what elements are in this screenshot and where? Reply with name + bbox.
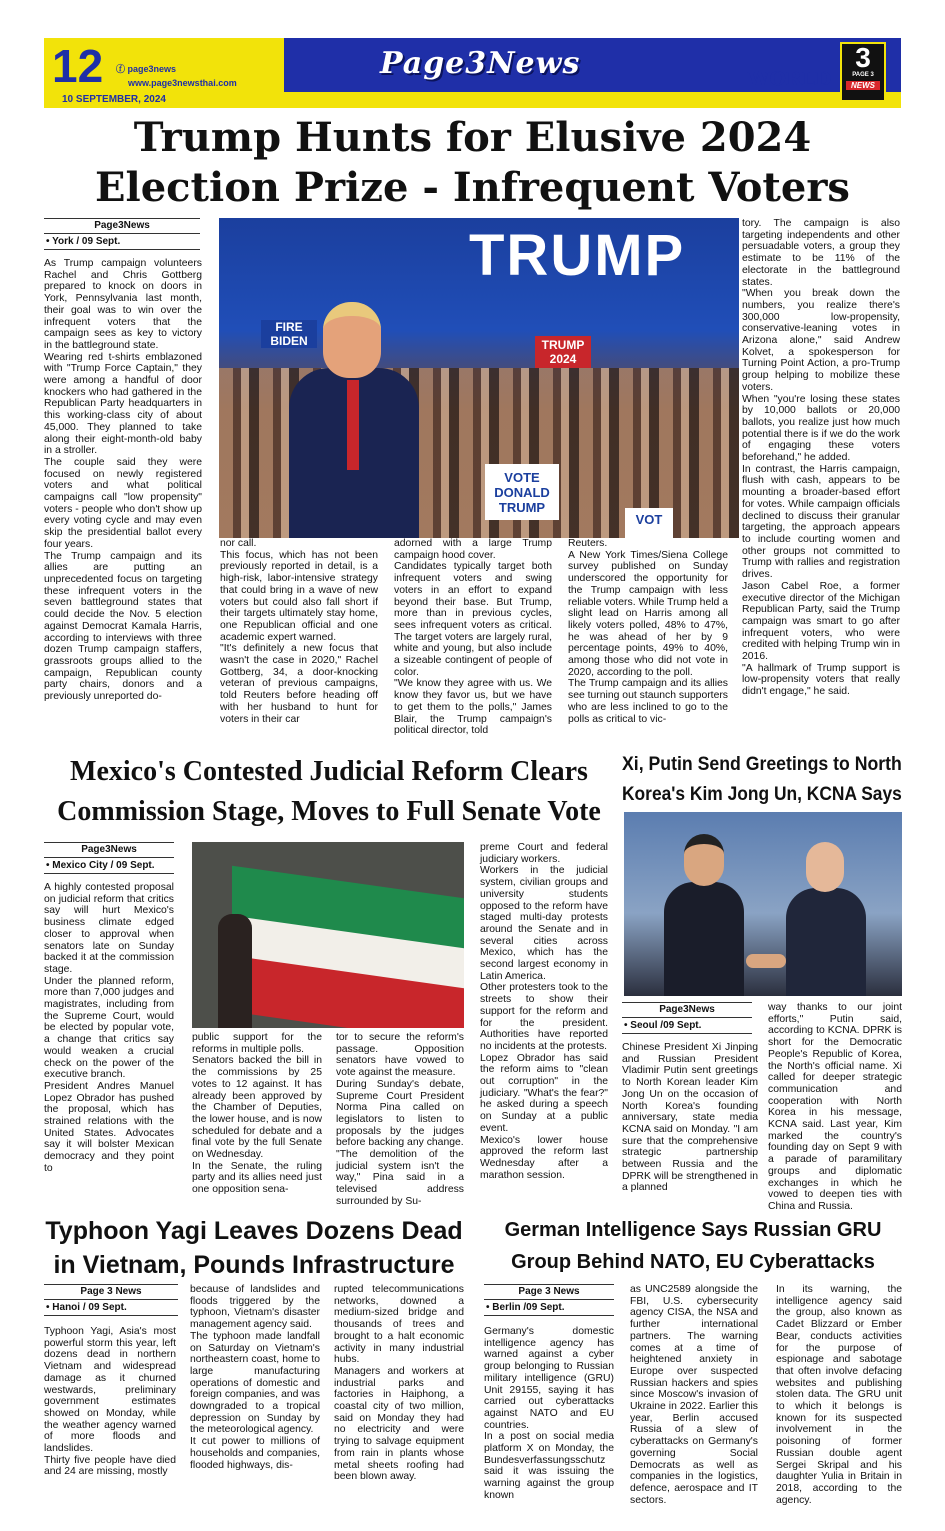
article3-headline [622,750,902,810]
article1-col4: Reuters. A New York Times/Siena College survey published on Sunday underscored the opportunity for the Trump campaign with less reliable voters. While Trump held a slight lead on Harris among all likely voters polled, 48% to 47%, he was ahead of her by 9 percentage points, 49% to 40%, among those who did not vote in 2020, according to the poll. The Trump campaign and its allies see turning out staunch supporters who are less inclined to go to the polls as critical to vic- [568,538,728,725]
article1-photo [219,218,739,538]
article4-location: • Hanoi / 09 Sept. [44,1299,178,1316]
article4-headline [44,1214,464,1282]
masthead-yellow-band [44,92,901,108]
article2-photo [192,842,464,1028]
photo-sign-2024: TRUMP 2024 [535,336,591,368]
article3-col2: way thanks to our joint efforts," Putin said, according to KCNA. DPRK is short for the Democratic People's Republic of Korea, the North's official name. Xi called for deeper strategic communication and cooperation with North Korea in his message, KCNA said. Last year, Kim marked the country's founding day on Sept 9 with a parade of paramilitary groups and diplomatic exchanges in which he vowed to deepen ties with China and Russia. [768,1002,902,1212]
photo-protester [218,914,252,1028]
page-number: 12 [52,40,104,92]
article3-byline [622,1002,752,1034]
article4-headline-line2: in Vietnam, Pounds Infrastructure [53,1251,455,1279]
article5-col3: In its warning, the intelligence agency said the group, also known as Cadet Blizzard or Ember Bear, conducts activities for the purpose of espionage and sabotage that often involve defacing websites and publishing stolen data. The GRU unit to which it belongs is known for its suspected involvement in the poisoning of former Russian double agent Sergei Skripal and his daughter Yulia in Britain in 2018, according to the agency. [776,1284,902,1506]
article2-location: • Mexico City / 09 Sept. [44,857,174,874]
article3-col1: Chinese President Xi Jinping and Russian President Vladimir Putin sent greetings to North Korean leader Kim Jong Un on the occasion of North Korea's founding anniversary, state media KCNA said on Monday. "I am sure that the comprehensive strategic partnership between Russia and the DPRK will be strengthened in a planned [622,1042,758,1194]
photo-sign-vote: VOTE DONALD TRUMP [485,464,559,520]
article1-col5: tory. The campaign is also targeting independents and other persuadable voters, a group they estimate to be 11% of the electorate in the battleground states. "When you break down the numbers, you realize there's 300,000 low-propensity, conservative-leaning votes in Arizona alone," said Andrew Kolvet, a spokesperson for Turning Point Action, a pro-Trump group helping to mobilize these voters. When "you're losing these states by 10,000 ballots or 20,000 ballots, you realize just how much potential there is if we do the work of engaging these voters beforehand," he added. In contrast, the Harris campaign, flush with cash, appears to be mounting a broader-based effort for votes. While campaign officials declined to discuss their granular targeting, the approach appears to include courting women and other groups not committed to Trump with rallies and registration drives. Jason Cabel Roe, a former executive director of the Michigan Republican Party, said the Trump campaign was smart to go after infrequent voters, who were credited with helping Trump win in 2016. "A hallmark of Trump support is low-propensity voters that really didn't engage," he said. [742,218,900,698]
article4-col1: Typhoon Yagi, Asia's most powerful storm this year, left dozens dead in northern Vietnam and widespread damage as it churned westwards, preliminary government estimates showed on Monday, while the weather agency warned of more floods and landslides. Thirty five people have died and 24 are missing, mostly [44,1326,176,1478]
article5-headline-line2: Group Behind NATO, EU Cyberattacks [511,1251,875,1273]
article2-col4: preme Court and federal judiciary workers. Workers in the judicial system, civilian groups and university students opposed to the reform have staged multi-day protests around the Senate and in several cities across Mexico, which has the second largest economy in Latin America. Other protesters took to the streets to show their support for the reform and for the president. Authorities have reported no incidents at the protests. Lopez Obrador has said the reform aims to "clean out corruption" in the judiciary. "What's the fear?" he asked during a speech on Sunday at a public event. Mexico's lower house approved the reform last Wednesday after a marathon session. [480,842,608,1181]
article1-headline-line2: Election Prize - Infrequent Voters [95,164,850,211]
article2-headline-line2: Commission Stage, Moves to Full Senate Vote [57,796,601,827]
article1-col1: As Trump campaign volunteers Rachel and Chris Gottberg prepared to knock on doors in York, Pennsylvania last month, their goal was to win over the infrequent voters that the campaign sees as key to victory in the battleground state. Wearing red t-shirts emblazoned with "Trump Force Captain," they were among a handful of door knockers who had gathered in the Republican Party headquarters in this working-class city of about 45,000. They planned to take along their eight-month-old baby in a stroller. The couple said they were focused on newly registered voters and what political campaigns call "low propensity" voters - people who don't show up every voting cycle and may even skip the presidential ballot every four years. The Trump campaign and its allies are putting an unprecedented focus on targeting these infrequent voters in the seven battleground states that could decide the Nov. 5 election against Democrat Kamala Harris, according to interviews with three dozen Trump campaign staffers, grassroots groups allied to the campaign, Republican county party chairs, donors and a previously unreported do- [44,258,202,703]
photo-leader-right-head [806,842,844,892]
article3-headline-line1: Xi, Putin Send Greetings to North [622,754,902,775]
photo-sign-fire: FIRE BIDEN [261,320,317,348]
photo-sign-vot: VOT [625,508,673,538]
badge-line2: NEWS [846,81,880,90]
facebook-icon: ⓕ [116,64,128,74]
article5-source: Page 3 News [484,1284,614,1297]
article2-byline [44,842,174,874]
article4-col2: because of landslides and floods triggered by the typhoon, Vietnam's disaster management agency said. The typhoon made landfall on Saturday on Vietnam's northeastern coast, home to large manufacturing operations of domestic and foreign companies, and was downgraded to a tropical depression on Sunday by the meteorological agency. It cut power to millions of households and companies, flooded highways, dis- [190,1284,320,1471]
article3-photo [624,812,902,996]
article1-headline-line1: Trump Hunts for Elusive 2024 [133,114,812,161]
photo-leader-right [786,888,866,996]
article3-headline-line2: Korea's Kim Jong Un, KCNA Says [622,784,902,805]
masthead [44,38,901,108]
article1-col2: nor call. This focus, which has not been previously reported in detail, is a high-risk, labor-intensive strategy that could bring in a wave of new voters but could also fall short if their targets ultimately stay home, one Republican official and one academic expert warned. "It's definitely a new focus that wasn't the case in 2020," Rachel Gottberg, 34, a door-knocking veteran of previous campaigns, told Reuters before heading off with her husband to hunt for voters in their car [220,538,378,725]
article1-headline [0,113,945,213]
article1-col3: adorned with a large Trump campaign hood cover. Candidates typically target both infrequent voters and swing voters in an effort to expand beyond their base. But Trump, more than in previous cycles, sees infrequent voters as critical. The target voters are largely rural, white and young, but also include a sizeable contingent of people of color. "We know they agree with us. We know they favor us, but we have to get them to the polls," James Blair, the Trump campaign's political director, told [394,538,552,737]
article5-headline-line1: German Intelligence Says Russian GRU [504,1219,882,1241]
corner-badge [840,42,886,102]
article1-byline [44,218,200,250]
article2-headline-line1: Mexico's Contested Judicial Reform Clears [70,756,588,787]
social-handle: ⓕ page3news [116,64,177,74]
article2-col3: tor to secure the reform's passage. Opposition senators have vowed to vote against the measure. During Sunday's debate, Supreme Court President Norma Pina called on legislators to listen to proposals by the judges before backing any change. "The demolition of the judicial system isn't the way," Pina said in a televised address surrounded by Su- [336,1032,464,1207]
article3-location: • Seoul /09 Sept. [622,1017,752,1034]
photo-leader-left-head [684,834,724,886]
article2-col1: A highly contested proposal on judicial reform that critics say will hurt Mexico's business climate edged closer to approval when senators late on Sunday backed it at the commission stage. Under the planned reform, more than 7,000 judges and magistrates, including from the Supreme Court, would be elected by popular vote, a change that critics say would weaken a crucial check on the power of the executive branch. President Andres Manuel Lopez Obrador has pushed the proposal, which has strained relations with the United States. Advocates say it will bolster Mexican democracy and they point to [44,882,174,1174]
photo-speaker-tie [347,380,359,470]
photo-speaker-head [323,302,381,378]
badge-line1: PAGE 3 [852,72,874,78]
article2-source: Page3News [44,842,174,855]
article5-location: • Berlin /09 Sept. [484,1299,614,1316]
article2-col2: public support for the reforms in multiple polls. Senators backed the bill in the commissions by 25 votes to 12 against. It has already been approved by the Chamber of Deputies, the lower house, and is now scheduled for debate and a final vote by the full Senate on Wednesday. In the Senate, the ruling party and its allies need just one opposition sena- [192,1032,322,1196]
article4-headline-line1: Typhoon Yagi Leaves Dozens Dead [45,1217,463,1245]
article3-source: Page3News [622,1002,752,1015]
section-label: WORLD [748,68,832,90]
issue-date: 10 SEPTEMBER, 2024 [62,94,166,105]
article5-headline [484,1214,902,1278]
article4-source: Page 3 News [44,1284,178,1297]
photo-handshake [746,954,786,968]
logo [380,46,581,86]
photo-sign-main: TRUMP [469,223,686,288]
site-url[interactable]: www.page3newsthai.com [128,78,237,88]
article4-col3: rupted telecommunications networks, downed a medium-sized bridge and thousands of trees and brought to a halt economic activity in many industrial hubs. Managers and workers at industrial parks and factories in Haiphong, a coastal city of two million, said on Monday they had no electricity and were trying to salvage equipment from rain in plants whose metal sheets roofing had been blown away. [334,1284,464,1483]
article4-byline [44,1284,178,1316]
article5-col2: as UNC2589 alongside the FBI, U.S. cybersecurity agency CISA, the NSA and further international partners. The warning comes at a time of heightened anxiety in Europe over suspected Russian hackers and spies since Moscow's invasion of Ukraine in 2022. Earlier this year, Berlin accused Russia of a slew of cyberattacks on Germany's governing Social Democrats as well as companies in the logistics, defence, aerospace and IT sectors. [630,1284,758,1506]
article1-source: Page3News [44,218,200,231]
logo-text: Page3News [380,46,581,81]
article5-col1: Germany's domestic intelligence agency has warned against a cyber group belonging to Russian military intelligence (GRU) Unit 29155, saying it has carried out cyberattacks against NATO and EU countries. In a post on social media platform X on Monday, the Bundesverfassungsschutz said it was issuing the warning against the group known [484,1326,614,1501]
article1-location: • York / 09 Sept. [44,233,200,250]
photo-leader-left [664,882,744,996]
article5-byline [484,1284,614,1316]
badge-number: 3 [855,42,871,73]
article2-headline [44,752,614,832]
